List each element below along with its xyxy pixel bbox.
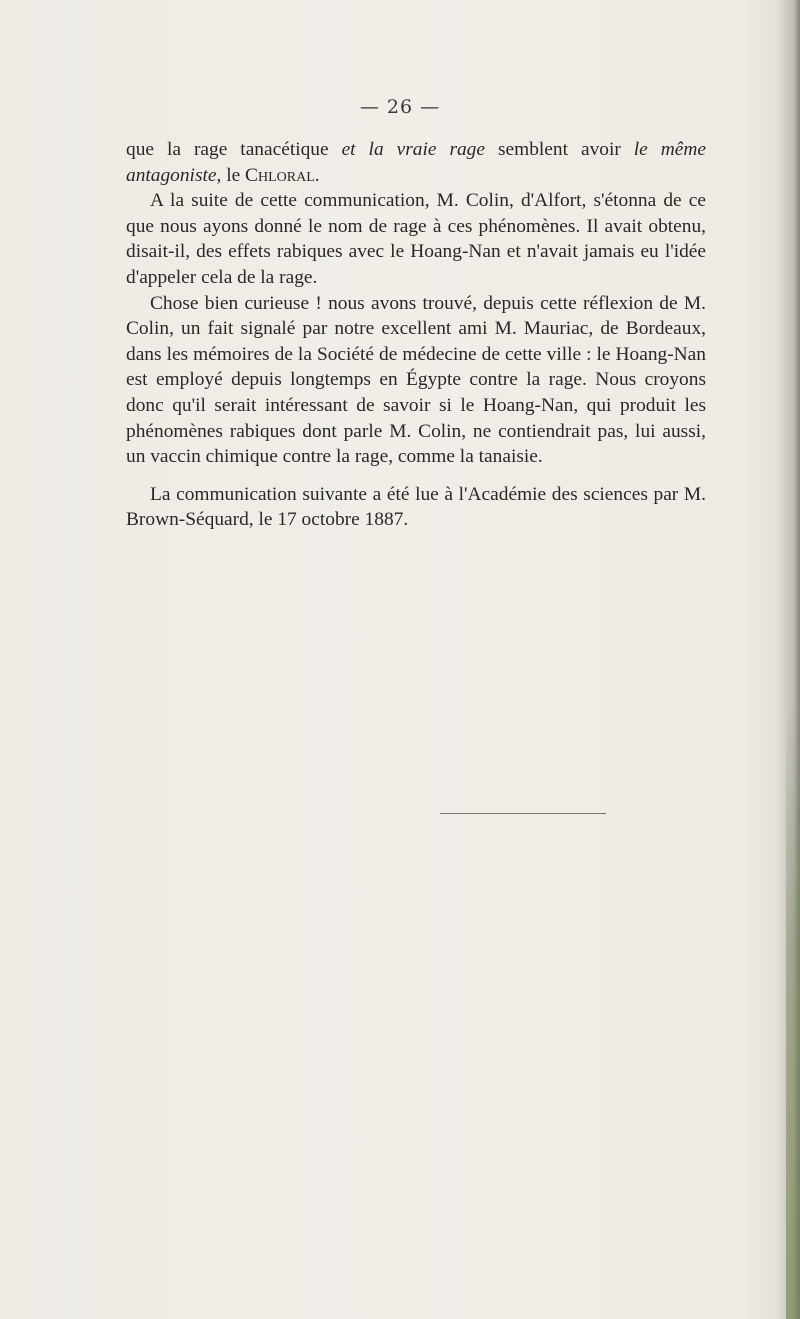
body-text: [126, 137, 706, 533]
paragraph-1-italic-1: et la vraie rage: [341, 139, 485, 160]
paragraph-1: [126, 137, 706, 188]
section-divider: [440, 813, 606, 814]
paragraph-1-smallcaps: Chloral: [245, 164, 315, 186]
paragraph-2: A la suite de cette communication, M. Colin, d'Alfort, s'étonna de ce que nous ayons donné le nom de rage à ces phénomènes. Il avait obtenu, disait-il, des effets rabiques avec le Hoang-Nan et n'avait jamais eu l'idée d'appeler cela de la rage.: [126, 190, 706, 288]
paragraph-1-text-1: que la rage tanacétique: [126, 139, 342, 160]
paragraph-1-text-4: .: [314, 164, 320, 186]
paragraph-1-text-2: semblent avoir: [485, 139, 634, 160]
paragraph-3: Chose bien curieuse ! nous avons trouvé, depuis cette réflexion de M. Colin, un fait signalé par notre excellent ami M. Mauriac, de Bordeaux, dans les mémoires de la Société de médecine de cette ville : le Hoang-Nan est employé depuis longtemps en Égypte contre la rage. Nous croyons donc qu'il serait intéressant de savoir si le Hoang-Nan, qui produit les phénomènes rabiques dont parle M. Colin, ne contiendrait pas, lui aussi, un vaccin chimique contre la rage, comme la tanaisie.: [126, 292, 706, 468]
paragraph-1-italic-2: le même antagoniste: [126, 139, 706, 186]
paragraph-1-text-3: , le: [216, 164, 246, 186]
page-edge-stain: [786, 700, 800, 1319]
page-number: — 26 —: [359, 96, 441, 118]
paragraph-4: La communication suivante a été lue à l'Académie des sciences par M. Brown-Séquard, le 17 octobre 1887.: [126, 483, 706, 531]
